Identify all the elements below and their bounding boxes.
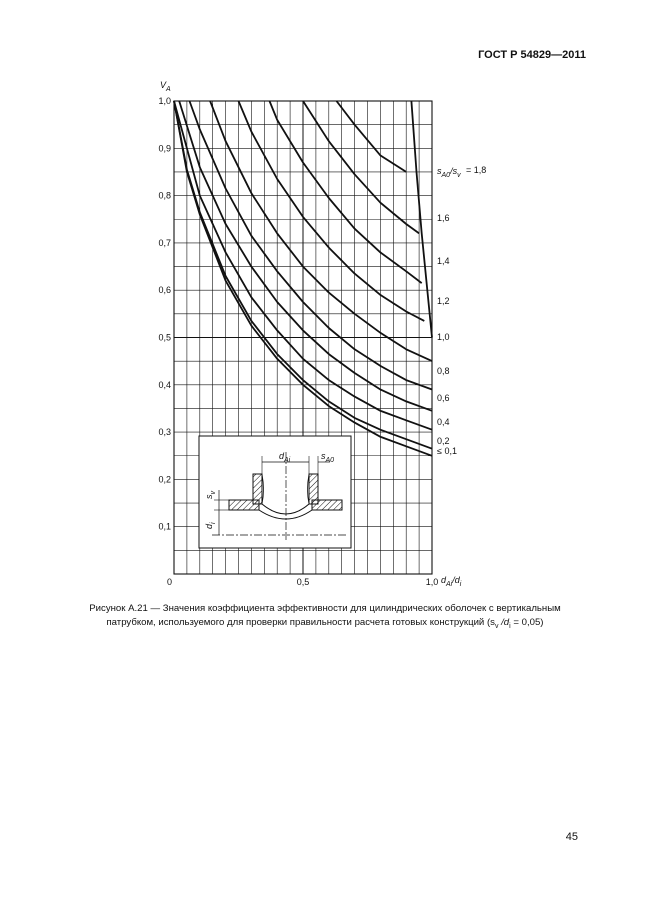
y-tick-label: 0,8 [158,190,171,201]
y-tick-label: 0,7 [158,237,171,248]
y-axis-title: $V_A$ [160,80,171,93]
label-d-i: $d_i$ [204,522,217,529]
series-label: 0,6 [437,393,450,403]
figure-caption [60,602,590,634]
series-label: 1,2 [437,296,450,306]
series-label: = 1,8 [466,165,487,175]
curve-16 [303,101,419,233]
curve-10 [210,101,432,361]
caption-line-2: патрубком, используемого для проверки правильности расчета готовых конструкций ($s_v$ $/d_i = 0,05$) [106,617,544,630]
series-label: ≤ 0,1 [437,446,457,456]
y-tick-label: 0,4 [158,379,171,390]
nozzle-wall-left [253,474,262,504]
series-label: 0,2 [437,436,450,446]
x-tick-label: 1,0 [425,577,439,587]
nozzle-wall-right [309,474,318,504]
x-axis-title: $d_{Ai}/d_i$ [441,575,462,588]
y-tick-label: 1,0 [158,96,171,106]
series-label: 1,4 [437,256,450,266]
y-tick-label: 0,6 [158,285,171,296]
x-tick-label: 0 [166,577,172,587]
y-tick-label: 0,9 [158,143,171,154]
curve-14 [270,101,422,283]
series-label: 0,8 [437,366,450,376]
x-tick-label: 0,5 [296,577,310,587]
series-label: 0,4 [437,417,450,427]
nozzle-inset [199,436,351,548]
y-tick-label: 0,1 [158,521,171,532]
curve-18 [337,101,407,172]
series-label: 1,0 [437,332,450,342]
y-tick-label: 0,2 [158,474,171,485]
label-s-a0: $s_{A0}$ [321,451,335,464]
label-d-ai: $d_{Ai}$ [279,451,291,464]
y-tick-label: 0,3 [158,427,171,438]
y-tick-label: 0,5 [158,332,171,343]
label-s-v: $s_v$ [204,491,217,499]
series-label: 1,6 [437,213,450,223]
page-number: 45 [565,831,578,843]
document-id: ГОСТ Р 54829—2011 [478,49,586,61]
legend-param-label: $s_{A0}/s_v$ [437,166,461,179]
caption-line-1: Рисунок А.21 — Значения коэффициента эффективности для цилиндрических оболочек с вертикальным [89,603,561,614]
